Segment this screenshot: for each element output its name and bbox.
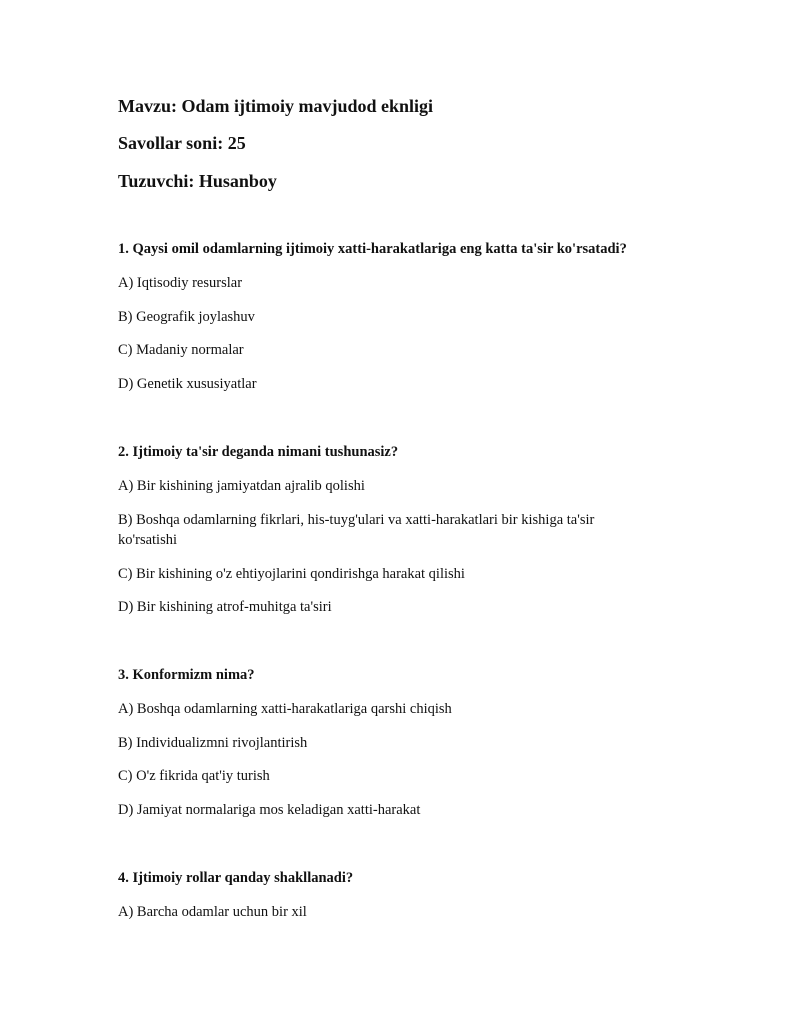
question-2-text: 2. Ijtimoiy ta'sir deganda nimani tushunasiz? xyxy=(118,444,399,460)
question-3-option-c: C) O'z fikrida qat'iy turish xyxy=(118,768,270,784)
topic-heading: Mavzu: Odam ijtimoiy mavjudod eknligi xyxy=(118,96,434,116)
question-3-text: 3. Konformizm nima? xyxy=(118,667,255,683)
question-3-option-a: A) Boshqa odamlarning xatti-harakatlariga qarshi chiqish xyxy=(118,701,452,717)
question-2-option-a: A) Bir kishining jamiyatdan ajralib qolishi xyxy=(118,478,365,494)
question-1-option-b: B) Geografik joylashuv xyxy=(118,309,255,325)
question-1-option-c: C) Madaniy normalar xyxy=(118,342,244,358)
question-4-option-a: A) Barcha odamlar uchun bir xil xyxy=(118,904,307,920)
question-1-option-d: D) Genetik xususiyatlar xyxy=(118,376,257,392)
author-heading: Tuzuvchi: Husanboy xyxy=(118,171,277,191)
question-3-option-d: D) Jamiyat normalariga mos keladigan xatti-harakat xyxy=(118,802,421,818)
question-1-option-a: A) Iqtisodiy resurslar xyxy=(118,275,243,291)
question-count-heading: Savollar soni: 25 xyxy=(118,133,246,153)
question-2-option-b: B) Boshqa odamlarning fikrlari, his-tuyg'ulari va xatti-harakatlari bir kishiga ta'sir ko'rsatishi xyxy=(118,512,595,548)
question-4-text: 4. Ijtimoiy rollar qanday shakllanadi? xyxy=(118,870,354,886)
question-2-option-d: D) Bir kishining atrof-muhitga ta'siri xyxy=(118,599,332,615)
question-2-option-c: C) Bir kishining o'z ehtiyojlarini qondirishga harakat qilishi xyxy=(118,566,465,582)
question-1-text: 1. Qaysi omil odamlarning ijtimoiy xatti-harakatlariga eng katta ta'sir ko'rsatadi? xyxy=(118,241,627,257)
question-3-option-b: B) Individualizmni rivojlantirish xyxy=(118,735,308,751)
